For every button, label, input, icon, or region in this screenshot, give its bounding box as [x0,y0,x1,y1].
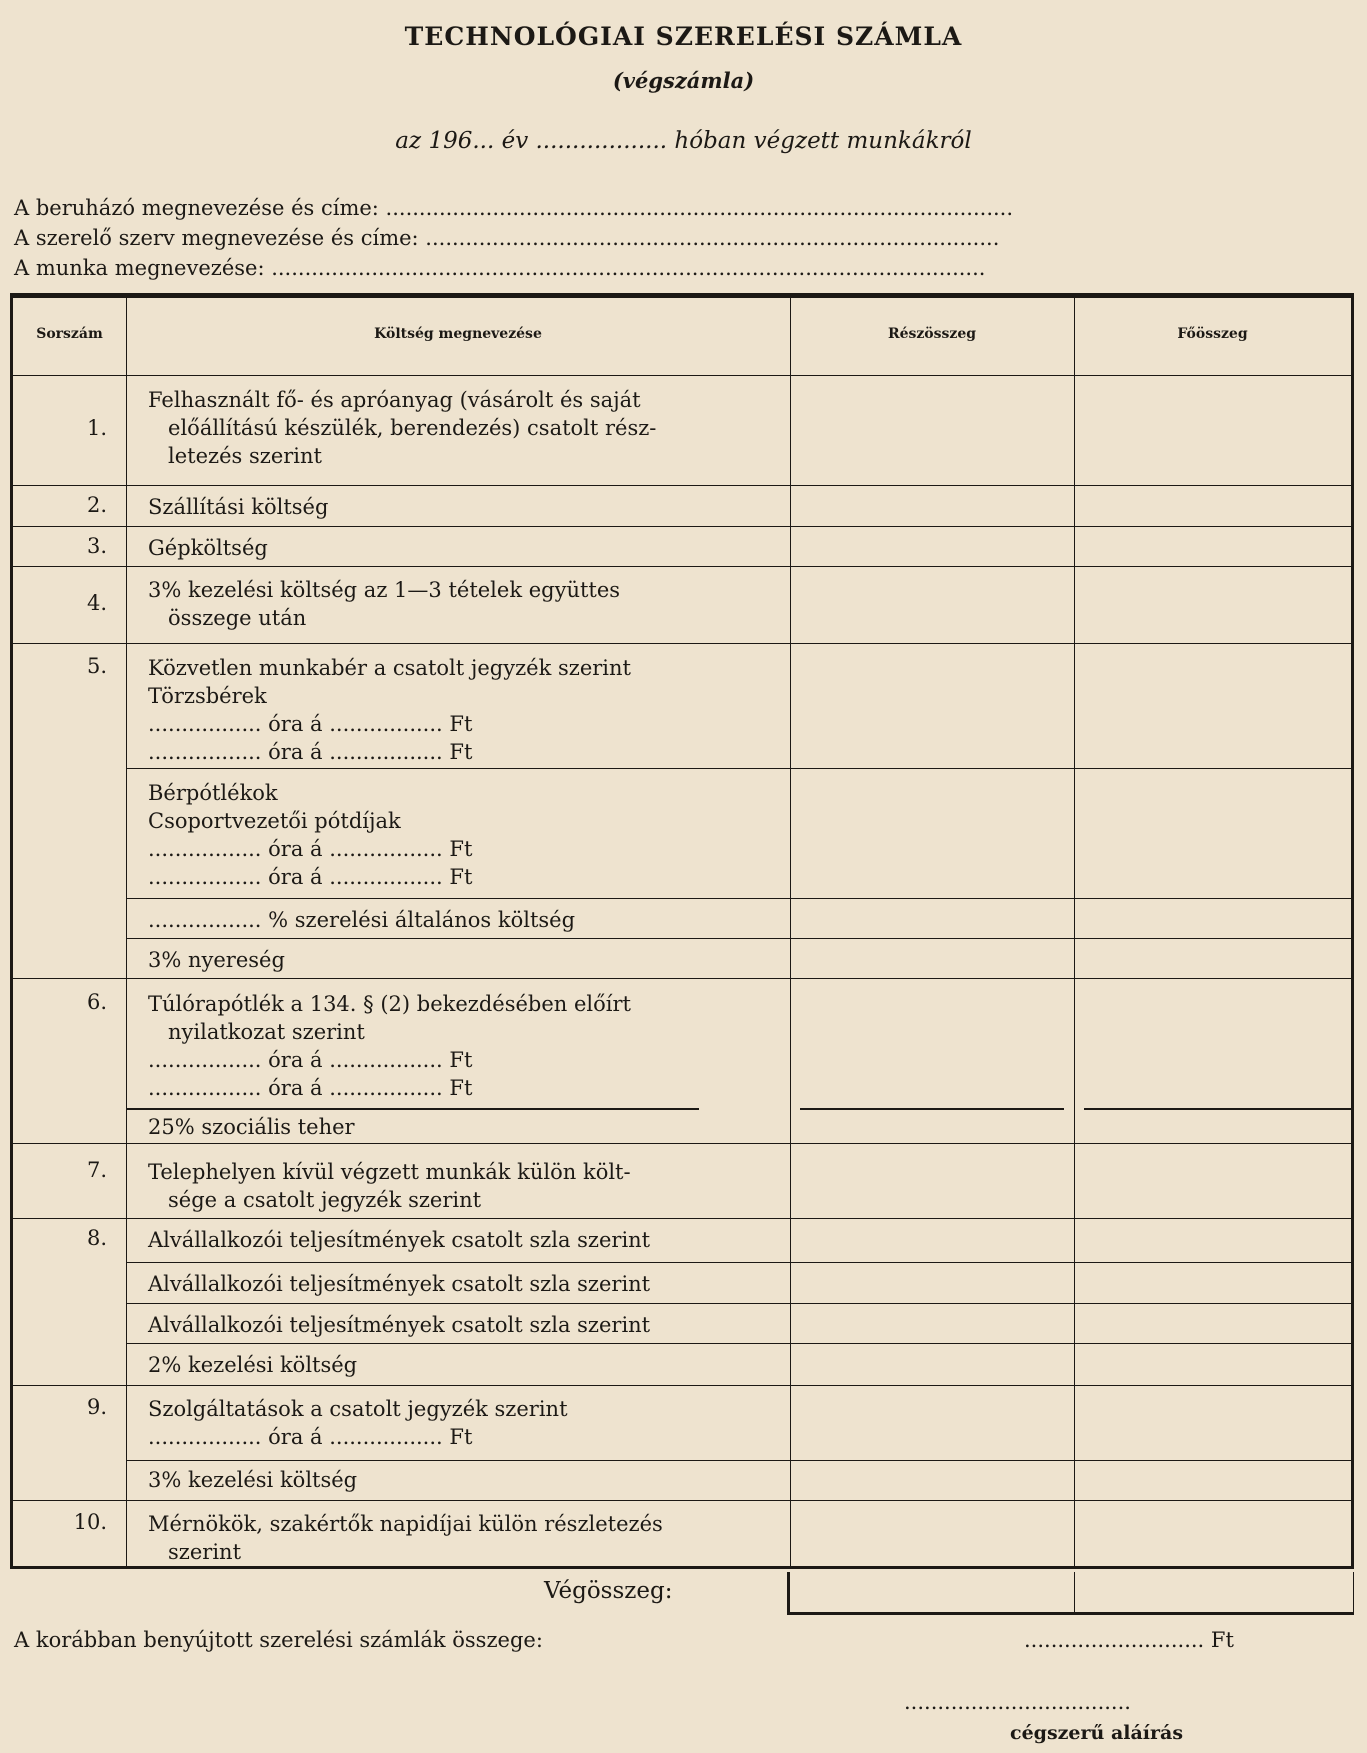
row-text: Túlórapótlék a 134. § (2) bekezdésében előírt nyilatkozat szerint ................. óra á ................. Ft ................. óra á ................. Ft [148,992,631,1100]
col-divider [126,298,127,1566]
work-name-field: A munka megnevezése: ........................................................................................................... [14,256,986,280]
row-divider [13,1218,1351,1219]
col-divider [790,298,791,1566]
form-subtitle: (végszámla) [612,68,755,93]
row-number: 7. [86,1158,107,1182]
sub-divider [800,1108,1064,1110]
row-number: 3. [86,534,107,558]
row-divider [13,526,1351,527]
row-divider [13,1500,1351,1501]
sub-divider [126,1108,699,1110]
row-text: ................. % szerelési általános költség [148,908,576,932]
row-text: Telephelyen kívül végzett munkák külön költ- sége a csatolt jegyzék szerint [148,1160,631,1212]
sub-divider [126,898,1351,899]
row-text: 3% nyereség [148,948,285,972]
row-text: Közvetlen munkabér a csatolt jegyzék szerint Törzsbérek ................. óra á ................. Ft ................. óra á ................. Ft [148,656,631,764]
sub-divider [126,1460,1351,1461]
sub-divider [126,1303,1351,1304]
sub-divider [126,1343,1351,1344]
row-number: 8. [86,1226,107,1250]
installer-field: A szerelő szerv megnevezése és címe: ...................................................................................... [14,226,1000,250]
row-number: 2. [86,493,107,517]
row-text: Alvállalkozói teljesítmények csatolt szla szerint [148,1272,651,1296]
row-text: Szolgáltatások a csatolt jegyzék szerint ................. óra á ................. Ft [148,1397,568,1449]
row-text: 2% kezelési költség [148,1353,358,1377]
investor-field: A beruházó megnevezése és címe: .............................................................................................. [14,196,1014,220]
row-number: 9. [86,1395,107,1419]
row-number: 6. [86,990,107,1014]
row-text: Alvállalkozói teljesítmények csatolt szla szerint [148,1313,651,1337]
row-number: 1. [86,416,107,440]
previous-invoices-label: A korábban benyújtott szerelési számlák összege: [14,1628,543,1652]
col-divider [1074,1572,1075,1612]
sub-divider [126,938,1351,939]
header-partial: Részösszeg [887,326,977,342]
row-number: 10. [73,1510,107,1534]
row-text: Szállítási költség [148,495,329,519]
sub-divider [1084,1108,1351,1110]
row-divider [13,566,1351,567]
row-text: Mérnökök, szakértők napidíjai külön részletezés szerint [148,1512,663,1564]
row-text: 3% kezelési költség az 1—3 tételek együttes összege után [148,578,621,630]
row-number: 5. [86,654,107,678]
row-divider [13,485,1351,486]
previous-invoices-amount: ........................... Ft [1024,1628,1234,1652]
form-title: TECHNOLÓGIAI SZERELÉSI SZÁMLA [404,22,963,51]
period-line: az 196... év .................. hóban végzett munkákról [395,128,972,154]
row-text: Alvállalkozói teljesítmények csatolt szla szerint [148,1228,651,1252]
row-divider [13,1385,1351,1386]
row-divider [13,978,1351,979]
row-divider [13,375,1351,376]
cost-table [10,293,1354,1569]
sub-divider [126,1262,1351,1263]
signature-label: cégszerű aláírás [1010,1722,1184,1744]
header-serial: Sorszám [36,326,103,342]
row-number: 4. [86,591,107,615]
row-text: Gépköltség [148,536,268,560]
row-divider [13,1143,1351,1144]
header-main: Főösszeg [1177,326,1248,342]
row-text: 25% szociális teher [148,1115,355,1139]
row-text: 3% kezelési költség [148,1468,358,1492]
col-divider [1074,298,1075,1566]
header-cost-name: Költség megnevezése [374,326,542,342]
total-amount-box [787,1572,1354,1615]
total-label: Végösszeg: [544,1578,673,1604]
row-text: Felhasznált fő- és apróanyag (vásárolt és saját előállítású készülék, berendezés) csatolt rész- letezés szerint [148,388,657,468]
row-text: Bérpótlékok Csoportvezetői pótdíjak ................. óra á ................. Ft ................. óra á ................. Ft [148,781,473,889]
row-divider [13,643,1351,644]
signature-line: .................................. [904,1690,1131,1714]
sub-divider [126,768,1351,769]
